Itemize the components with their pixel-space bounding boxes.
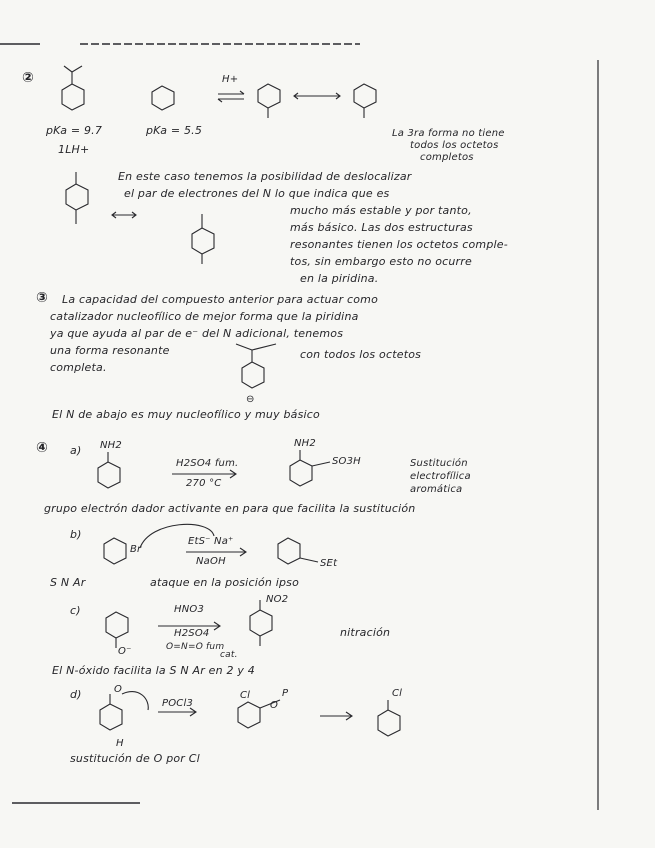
- q2-paragraph-line: el par de electrones del N lo que indica que es: [124, 187, 390, 200]
- q4-b-reagent-bottom: NaOH: [196, 556, 226, 567]
- q3-side-text: con todos los octetos: [300, 348, 422, 361]
- q2-paragraph-line: en la piridina.: [300, 272, 379, 285]
- q4-c-product-type: nitración: [340, 626, 391, 639]
- q4-d-label: d): [70, 688, 82, 701]
- note-line-3: completos: [420, 152, 474, 163]
- q4-b-label: b): [70, 528, 82, 541]
- q4-b-note-label: S N Ar: [50, 576, 86, 589]
- q4-a-product-group: SO3H: [332, 456, 361, 467]
- q4-b-note: ataque en la posición ipso: [150, 576, 300, 589]
- q4-a-reagent: H2SO4 fum.: [176, 458, 239, 469]
- q3-charge-label: ⊖: [246, 394, 255, 405]
- question-number-2: ②: [22, 70, 35, 86]
- q4-b-leaving: Br: [130, 544, 142, 555]
- q4-a-nh2: NH2: [100, 440, 122, 451]
- q4-d-reagent: POCl3: [162, 698, 194, 709]
- q3-paragraph-line: catalizador nucleofílico de mejor forma que la piridina: [50, 310, 359, 323]
- q3-conclusion: El N de abajo es muy nucleofílico y muy básico: [52, 408, 320, 421]
- note-line-1: La 3ra forma no tiene: [392, 128, 505, 139]
- q3-paragraph-line: ya que ayuda al par de e⁻ del N adicional, tenemos: [50, 327, 344, 340]
- pka-pyridine: pKa = 5.5: [146, 124, 203, 137]
- q4-a-product-type: electrofílica: [410, 471, 471, 482]
- q4-b-product-group: SEt: [320, 558, 338, 569]
- q4-c-reagent-1: HNO3: [174, 604, 205, 615]
- proton-label: H+: [222, 74, 239, 85]
- q4-a-product-nh2: NH2: [294, 438, 316, 449]
- q4-d-intermediate-o: O: [270, 700, 279, 711]
- q2-paragraph-line: mucho más estable y por tanto,: [290, 204, 472, 217]
- note-line-2: todos los octetos: [410, 140, 499, 151]
- q4-d-intermediate-p: P: [282, 688, 289, 699]
- q4-d-h: H: [116, 738, 124, 749]
- q3-paragraph-line: una forma resonante: [50, 344, 170, 357]
- question-number-3: ③: [36, 290, 49, 306]
- q4-a-note: grupo electrón dador activante en para que facilita la sustitución: [44, 502, 416, 515]
- q3-paragraph-line: La capacidad del compuesto anterior para actuar como: [62, 293, 379, 306]
- q4-d-cl: Cl: [240, 690, 251, 701]
- q2-paragraph-line: En este caso tenemos la posibilidad de deslocalizar: [118, 170, 412, 183]
- q4-c-reagent-2: H2SO4: [174, 628, 210, 639]
- q4-c-reagent-4: cat.: [220, 650, 238, 660]
- q4-d-product-cl: Cl: [392, 688, 403, 699]
- q4-a-product-type: aromática: [410, 484, 463, 495]
- pka-dmap-sub: 1LH+: [58, 143, 90, 156]
- q2-paragraph-line: resonantes tienen los octetos comple-: [290, 238, 508, 251]
- q4-a-product-type: Sustitución: [410, 458, 468, 469]
- q4-c-note: El N-óxido facilita la S N Ar en 2 y 4: [52, 664, 255, 677]
- q3-extra-line: completa.: [50, 361, 107, 374]
- q4-c-reagent-3: O=N=O fum: [166, 642, 225, 652]
- q4-d-o: O: [114, 684, 123, 695]
- q4-c-oxide: O⁻: [118, 646, 132, 657]
- q2-paragraph-line: tos, sin embargo esto no ocurre: [290, 255, 472, 268]
- q4-c-label: c): [70, 604, 81, 617]
- q4-a-temp: 270 °C: [186, 478, 222, 489]
- q4-b-reagent-top: EtS⁻ Na⁺: [188, 536, 234, 547]
- q4-d-note: sustitución de O por Cl: [70, 752, 200, 765]
- q4-c-product-group: NO2: [266, 594, 289, 605]
- q2-paragraph-line: más básico. Las dos estructuras: [290, 221, 473, 234]
- question-number-4: ④: [36, 440, 49, 456]
- q4-a-label: a): [70, 444, 82, 457]
- pka-dmap: pKa = 9.7: [46, 124, 103, 137]
